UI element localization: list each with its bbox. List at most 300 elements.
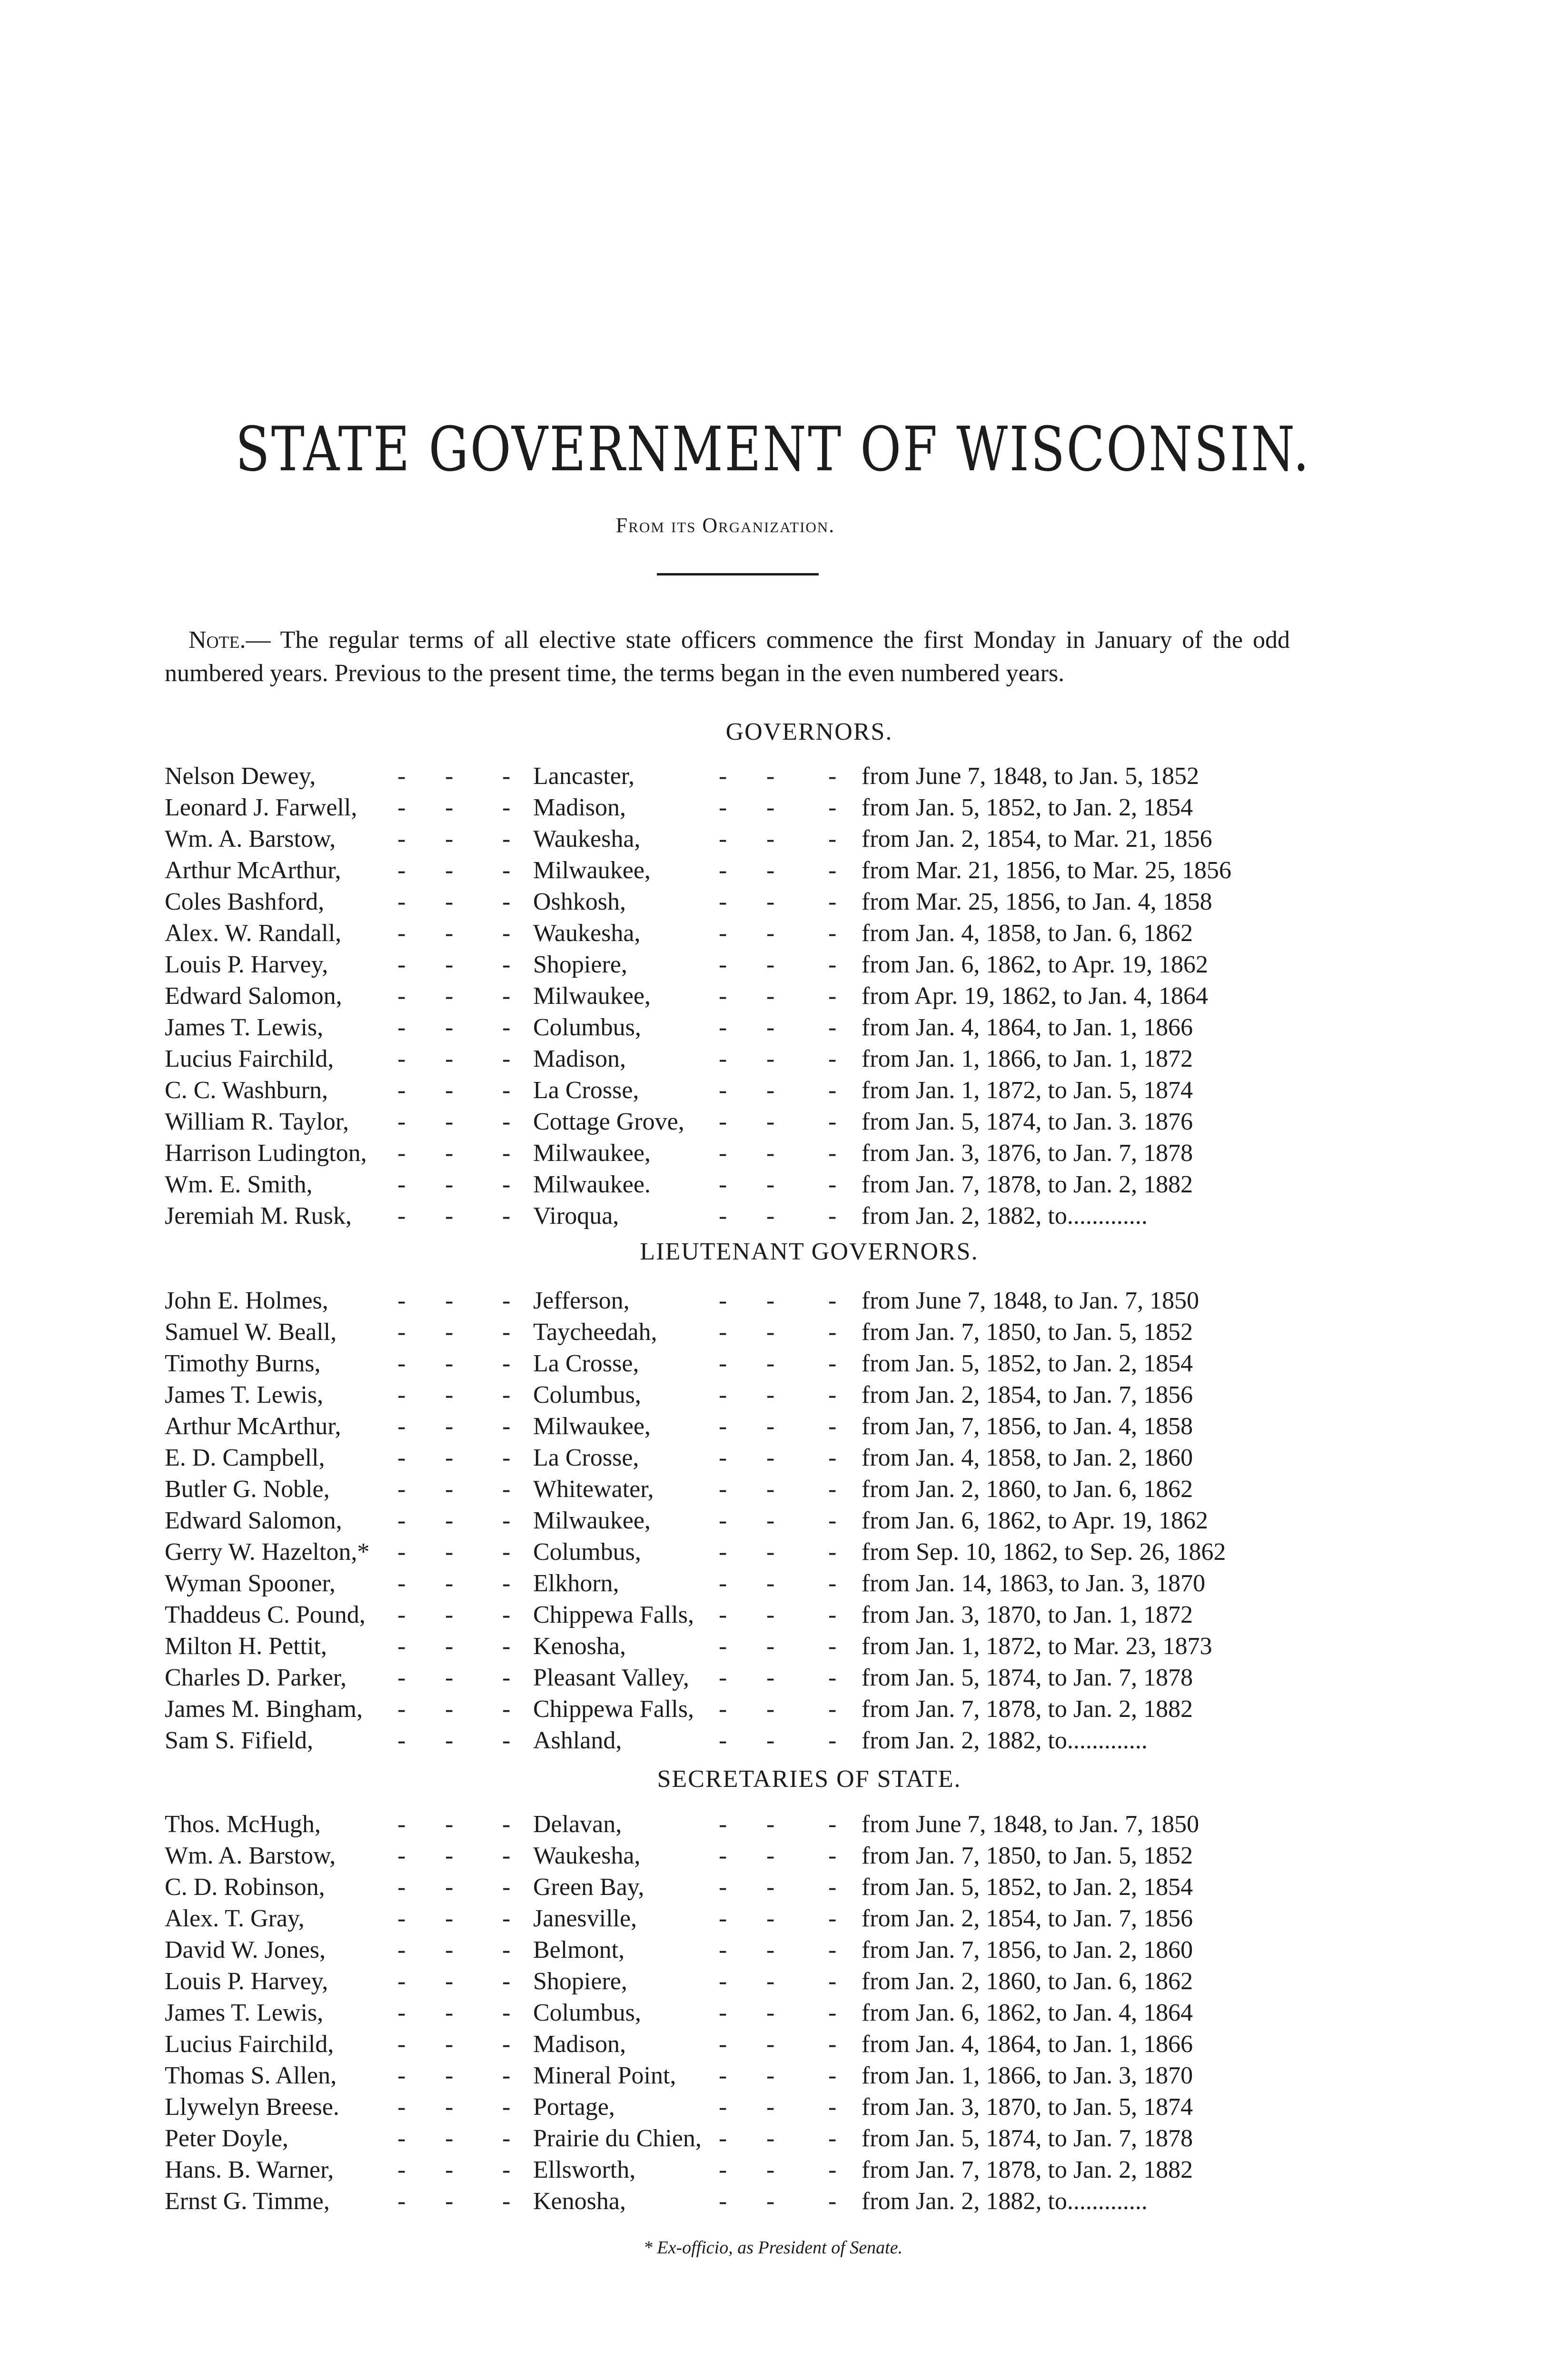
officer-row (0, 1442, 1546, 1474)
leader-dash: - (766, 1108, 775, 1135)
leader-dash: - (719, 763, 727, 790)
leader-dash: - (766, 1633, 775, 1660)
leader-dash: - (445, 1014, 454, 1041)
officer-row (0, 855, 1546, 886)
officer-term: from Jan. 4, 1858, to Jan. 2, 1860 (862, 1444, 1193, 1471)
leader-dash: - (719, 1538, 727, 1566)
leader-dash: - (397, 2125, 406, 2152)
officer-row (0, 1662, 1546, 1694)
leader-dash: - (502, 1287, 511, 1314)
leader-dash: - (445, 1108, 454, 1135)
leader-dash: - (719, 1319, 727, 1346)
officer-term: from Jan. 1, 1866, to Jan. 1, 1872 (862, 1045, 1193, 1072)
officer-row (0, 1411, 1546, 1442)
leader-dash: - (766, 1444, 775, 1471)
officer-name: Charles D. Parker, (165, 1664, 347, 1691)
leader-dash: - (445, 1287, 454, 1314)
leader-dash: - (502, 1507, 511, 1534)
officer-residence: Whitewater, (533, 1476, 654, 1503)
leader-dash: - (719, 1350, 727, 1377)
leader-dash: - (766, 1319, 775, 1346)
officer-name: James T. Lewis, (165, 1999, 324, 2026)
officer-term: from Jan. 7, 1856, to Jan. 2, 1860 (862, 1936, 1193, 1964)
leader-dash: - (719, 1968, 727, 1995)
officer-term: from Jan. 6, 1862, to Jan. 4, 1864 (862, 1999, 1193, 2026)
leader-dash: - (719, 1045, 727, 1072)
leader-dash: - (719, 1140, 727, 1167)
leader-dash: - (445, 982, 454, 1010)
leader-dash: - (445, 1999, 454, 2026)
leader-dash: - (828, 982, 837, 1010)
leader-dash: - (445, 1811, 454, 1838)
leader-dash: - (502, 1874, 511, 1901)
leader-dash: - (502, 1014, 511, 1041)
officer-term: from Jan. 4, 1864, to Jan. 1, 1866 (862, 2031, 1193, 2058)
officer-row (0, 761, 1546, 792)
leader-dash: - (502, 888, 511, 915)
leader-dash: - (397, 1968, 406, 1995)
officer-row (0, 1317, 1546, 1348)
leader-dash: - (719, 1444, 727, 1471)
leader-dash: - (766, 1045, 775, 1072)
leader-dash: - (397, 2062, 406, 2089)
leader-dash: - (502, 1664, 511, 1691)
leader-dash: - (445, 1905, 454, 1932)
officer-residence: Taycheedah, (533, 1319, 657, 1346)
leader-dash: - (828, 1664, 837, 1691)
officer-name: Edward Salomon, (165, 982, 342, 1010)
leader-dash: - (397, 1140, 406, 1167)
leader-dash: - (397, 1601, 406, 1628)
leader-dash: - (719, 1696, 727, 1723)
leader-dash: - (766, 825, 775, 853)
leader-dash: - (766, 2062, 775, 2089)
officer-row (0, 1568, 1546, 1599)
leader-dash: - (766, 1171, 775, 1198)
officer-name: Thos. McHugh, (165, 1811, 321, 1838)
officer-term: from June 7, 1848, to Jan. 7, 1850 (862, 1811, 1199, 1838)
leader-dash: - (828, 1413, 837, 1440)
officer-term: from Jan, 7, 1856, to Jan. 4, 1858 (862, 1413, 1193, 1440)
officer-name: John E. Holmes, (165, 1287, 328, 1314)
leader-dash: - (828, 857, 837, 884)
officer-term: from Jan. 1, 1866, to Jan. 3, 1870 (862, 2062, 1193, 2089)
leader-dash: - (766, 857, 775, 884)
officer-name: E. D. Campbell, (165, 1444, 325, 1471)
leader-dash: - (828, 1319, 837, 1346)
leader-dash: - (719, 1287, 727, 1314)
leader-dash: - (397, 1696, 406, 1723)
officer-term: from Jan. 5, 1852, to Jan. 2, 1854 (862, 1350, 1193, 1377)
leader-dash: - (719, 1476, 727, 1503)
leader-dash: - (502, 1045, 511, 1072)
officer-name: Arthur McArthur, (165, 857, 341, 884)
officer-residence: Milwaukee, (533, 982, 651, 1010)
officer-name: James T. Lewis, (165, 1381, 324, 1408)
officer-name: Hans. B. Warner, (165, 2156, 334, 2183)
officer-residence: Columbus, (533, 1999, 641, 2026)
leader-dash: - (828, 920, 837, 947)
leader-dash: - (397, 825, 406, 853)
leader-dash: - (766, 1842, 775, 1869)
officer-term: from Mar. 21, 1856, to Mar. 25, 1856 (862, 857, 1232, 884)
leader-dash: - (502, 920, 511, 947)
leader-dash: - (719, 2062, 727, 2089)
leader-dash: - (397, 2188, 406, 2215)
leader-dash: - (445, 1601, 454, 1628)
officer-name: Lucius Fairchild, (165, 2031, 334, 2058)
leader-dash: - (766, 1999, 775, 2026)
leader-dash: - (502, 1968, 511, 1995)
leader-dash: - (719, 857, 727, 884)
officer-row (0, 918, 1546, 949)
leader-dash: - (828, 2156, 837, 2183)
leader-dash: - (397, 794, 406, 821)
section-heading: SECRETARIES OF STATE. (657, 1765, 961, 1793)
leader-dash: - (445, 1381, 454, 1408)
leader-dash: - (445, 2093, 454, 2121)
leader-dash: - (445, 1045, 454, 1072)
leader-dash: - (502, 1601, 511, 1628)
leader-dash: - (828, 1108, 837, 1135)
leader-dash: - (719, 1202, 727, 1230)
leader-dash: - (502, 1202, 511, 1230)
leader-dash: - (502, 1381, 511, 1408)
leader-dash: - (502, 1350, 511, 1377)
leader-dash: - (719, 2125, 727, 2152)
leader-dash: - (719, 920, 727, 947)
officer-residence: Cottage Grove, (533, 1108, 684, 1135)
leader-dash: - (397, 1171, 406, 1198)
officer-name: Ernst G. Timme, (165, 2188, 330, 2215)
officer-row (0, 792, 1546, 823)
officer-row (0, 2123, 1546, 2154)
leader-dash: - (502, 2125, 511, 2152)
officer-name: Peter Doyle, (165, 2125, 288, 2152)
leader-dash: - (397, 1202, 406, 1230)
leader-dash: - (828, 888, 837, 915)
officer-row (0, 823, 1546, 855)
leader-dash: - (719, 1413, 727, 1440)
leader-dash: - (719, 2093, 727, 2121)
leader-dash: - (828, 825, 837, 853)
leader-dash: - (719, 1601, 727, 1628)
leader-dash: - (502, 857, 511, 884)
leader-dash: - (502, 1319, 511, 1346)
officer-residence: Lancaster, (533, 763, 635, 790)
leader-dash: - (719, 1874, 727, 1901)
leader-dash: - (397, 2093, 406, 2121)
leader-dash: - (502, 2156, 511, 2183)
officer-term: from Jan. 1, 1872, to Jan. 5, 1874 (862, 1077, 1193, 1104)
officer-term: from Jan. 7, 1850, to Jan. 5, 1852 (862, 1319, 1193, 1346)
leader-dash: - (397, 888, 406, 915)
section-heading: LIEUTENANT GOVERNORS. (640, 1238, 979, 1265)
officer-name: David W. Jones, (165, 1936, 326, 1964)
leader-dash: - (397, 1350, 406, 1377)
leader-dash: - (397, 1936, 406, 1964)
leader-dash: - (397, 1444, 406, 1471)
officer-residence: Janesville, (533, 1905, 637, 1932)
leader-dash: - (502, 951, 511, 978)
leader-dash: - (766, 1140, 775, 1167)
leader-dash: - (828, 1601, 837, 1628)
officer-name: Thomas S. Allen, (165, 2062, 337, 2089)
officer-residence: Waukesha, (533, 825, 641, 853)
leader-dash: - (397, 1811, 406, 1838)
leader-dash: - (502, 763, 511, 790)
leader-dash: - (445, 1171, 454, 1198)
officer-row (0, 1200, 1546, 1232)
leader-dash: - (719, 1811, 727, 1838)
officer-residence: La Crosse, (533, 1444, 639, 1471)
leader-dash: - (766, 1507, 775, 1534)
leader-dash: - (719, 982, 727, 1010)
officer-term: from Jan. 2, 1854, to Mar. 21, 1856 (862, 825, 1212, 853)
officer-residence: Madison, (533, 794, 626, 821)
officer-term: from Jan. 2, 1882, to............. (862, 2188, 1148, 2215)
officer-residence: Delavan, (533, 1811, 622, 1838)
leader-dash: - (445, 1444, 454, 1471)
leader-dash: - (502, 1905, 511, 1932)
leader-dash: - (445, 1140, 454, 1167)
leader-dash: - (719, 888, 727, 915)
leader-dash: - (397, 1842, 406, 1869)
officer-row (0, 2092, 1546, 2123)
officer-name: Arthur McArthur, (165, 1413, 341, 1440)
leader-dash: - (828, 1171, 837, 1198)
officer-term: from June 7, 1848, to Jan. 5, 1852 (862, 763, 1199, 790)
officer-name: Edward Salomon, (165, 1507, 342, 1534)
leader-dash: - (828, 763, 837, 790)
leader-dash: - (397, 857, 406, 884)
officer-name: Butler G. Noble, (165, 1476, 330, 1503)
leader-dash: - (828, 1633, 837, 1660)
leader-dash: - (502, 2188, 511, 2215)
leader-dash: - (397, 1727, 406, 1754)
leader-dash: - (397, 1476, 406, 1503)
leader-dash: - (397, 1381, 406, 1408)
officer-term: from Jan. 4, 1864, to Jan. 1, 1866 (862, 1014, 1193, 1041)
officer-name: Alex. W. Randall, (165, 920, 342, 947)
leader-dash: - (828, 1570, 837, 1597)
page-subtitle: From its Organization. (615, 514, 835, 537)
leader-dash: - (828, 1140, 837, 1167)
officer-row (0, 886, 1546, 918)
leader-dash: - (445, 825, 454, 853)
leader-dash: - (397, 1108, 406, 1135)
leader-dash: - (828, 1287, 837, 1314)
officer-row (0, 1537, 1546, 1568)
leader-dash: - (766, 1287, 775, 1314)
officer-term: from Jan. 2, 1854, to Jan. 7, 1856 (862, 1905, 1193, 1932)
officer-residence: Shopiere, (533, 951, 627, 978)
leader-dash: - (502, 1633, 511, 1660)
officer-name: Sam S. Fifield, (165, 1727, 314, 1754)
note-lead: Note. (188, 626, 246, 654)
officer-residence: Milwaukee, (533, 857, 651, 884)
leader-dash: - (766, 1570, 775, 1597)
officer-name: C. D. Robinson, (165, 1874, 325, 1901)
leader-dash: - (766, 1413, 775, 1440)
leader-dash: - (719, 1507, 727, 1534)
officer-name: Leonard J. Farwell, (165, 794, 357, 821)
leader-dash: - (445, 920, 454, 947)
leader-dash: - (445, 1570, 454, 1597)
leader-dash: - (828, 1014, 837, 1041)
leader-dash: - (445, 2125, 454, 2152)
leader-dash: - (766, 1202, 775, 1230)
officer-row (0, 1379, 1546, 1411)
leader-dash: - (445, 1319, 454, 1346)
officer-name: Coles Bashford, (165, 888, 325, 915)
officer-term: from Jan. 3, 1870, to Jan. 5, 1874 (862, 2093, 1193, 2121)
leader-dash: - (766, 1696, 775, 1723)
officer-name: Wm. A. Barstow, (165, 825, 336, 853)
officer-name: William R. Taylor, (165, 1108, 349, 1135)
leader-dash: - (719, 2031, 727, 2058)
officer-row (0, 1997, 1546, 2029)
officer-row (0, 1075, 1546, 1106)
officer-term: from Mar. 25, 1856, to Jan. 4, 1858 (862, 888, 1212, 915)
leader-dash: - (766, 1350, 775, 1377)
officer-term: from Jan. 3, 1876, to Jan. 7, 1878 (862, 1140, 1193, 1167)
leader-dash: - (445, 1696, 454, 1723)
officer-row (0, 2060, 1546, 2092)
leader-dash: - (719, 1905, 727, 1932)
leader-dash: - (828, 1936, 837, 1964)
leader-dash: - (828, 1476, 837, 1503)
leader-dash: - (828, 1507, 837, 1534)
officer-term: from Apr. 19, 1862, to Jan. 4, 1864 (862, 982, 1208, 1010)
leader-dash: - (766, 1968, 775, 1995)
officer-residence: Elkhorn, (533, 1570, 619, 1597)
leader-dash: - (397, 982, 406, 1010)
leader-dash: - (766, 1538, 775, 1566)
leader-dash: - (502, 1140, 511, 1167)
leader-dash: - (828, 1842, 837, 1869)
leader-dash: - (397, 1570, 406, 1597)
officer-residence: Milwaukee, (533, 1507, 651, 1534)
leader-dash: - (766, 1077, 775, 1104)
leader-dash: - (445, 1476, 454, 1503)
leader-dash: - (445, 857, 454, 884)
leader-dash: - (445, 1727, 454, 1754)
leader-dash: - (502, 1077, 511, 1104)
footnote: * Ex-officio, as President of Senate. (643, 2238, 903, 2258)
leader-dash: - (502, 794, 511, 821)
leader-dash: - (828, 1905, 837, 1932)
officer-row (0, 1043, 1546, 1075)
officer-name: C. C. Washburn, (165, 1077, 328, 1104)
leader-dash: - (397, 920, 406, 947)
leader-dash: - (397, 1045, 406, 1072)
leader-dash: - (397, 1633, 406, 1660)
leader-dash: - (397, 1014, 406, 1041)
leader-dash: - (502, 1696, 511, 1723)
officer-name: Gerry W. Hazelton,* (165, 1538, 370, 1566)
officer-row (0, 1599, 1546, 1631)
leader-dash: - (445, 2062, 454, 2089)
leader-dash: - (502, 982, 511, 1010)
leader-dash: - (828, 1444, 837, 1471)
officer-term: from Jan. 7, 1878, to Jan. 2, 1882 (862, 1696, 1193, 1723)
leader-dash: - (828, 794, 837, 821)
officer-residence: Portage, (533, 2093, 615, 2121)
officer-row (0, 2186, 1546, 2217)
leader-dash: - (828, 1538, 837, 1566)
leader-dash: - (397, 1287, 406, 1314)
leader-dash: - (766, 1811, 775, 1838)
leader-dash: - (719, 1108, 727, 1135)
officer-residence: Green Bay, (533, 1874, 644, 1901)
leader-dash: - (828, 2093, 837, 2121)
officer-residence: Columbus, (533, 1014, 641, 1041)
leader-dash: - (502, 1538, 511, 1566)
leader-dash: - (502, 2031, 511, 2058)
leader-dash: - (766, 1664, 775, 1691)
leader-dash: - (502, 1570, 511, 1597)
leader-dash: - (766, 1905, 775, 1932)
officer-term: from Jan. 4, 1858, to Jan. 6, 1862 (862, 920, 1193, 947)
officer-residence: Waukesha, (533, 920, 641, 947)
leader-dash: - (397, 1319, 406, 1346)
officer-term: from June 7, 1848, to Jan. 7, 1850 (862, 1287, 1199, 1314)
officer-residence: Mineral Point, (533, 2062, 676, 2089)
leader-dash: - (719, 1171, 727, 1198)
officer-term: from Jan. 2, 1882, to............. (862, 1727, 1148, 1754)
leader-dash: - (719, 1842, 727, 1869)
leader-dash: - (719, 1633, 727, 1660)
leader-dash: - (719, 951, 727, 978)
officer-residence: Belmont, (533, 1936, 625, 1964)
officer-residence: Madison, (533, 2031, 626, 2058)
officer-name: Llywelyn Breese. (165, 2093, 339, 2121)
officer-residence: La Crosse, (533, 1077, 639, 1104)
officer-residence: Kenosha, (533, 1633, 626, 1660)
leader-dash: - (445, 1202, 454, 1230)
officer-term: from Jan. 2, 1860, to Jan. 6, 1862 (862, 1476, 1193, 1503)
leader-dash: - (719, 794, 727, 821)
leader-dash: - (502, 1999, 511, 2026)
officer-term: from Jan. 7, 1878, to Jan. 2, 1882 (862, 1171, 1193, 1198)
officer-residence: Viroqua, (533, 1202, 619, 1230)
leader-dash: - (502, 1476, 511, 1503)
leader-dash: - (766, 1601, 775, 1628)
leader-dash: - (766, 982, 775, 1010)
leader-dash: - (828, 1874, 837, 1901)
leader-dash: - (502, 2062, 511, 2089)
leader-dash: - (502, 1413, 511, 1440)
officer-term: from Jan. 5, 1852, to Jan. 2, 1854 (862, 794, 1193, 821)
leader-dash: - (828, 2031, 837, 2058)
officer-row (0, 1348, 1546, 1379)
officer-term: from Jan. 7, 1850, to Jan. 5, 1852 (862, 1842, 1193, 1869)
officer-row (0, 1169, 1546, 1200)
leader-dash: - (397, 1413, 406, 1440)
leader-dash: - (397, 1874, 406, 1901)
officer-term: from Jan. 2, 1854, to Jan. 7, 1856 (862, 1381, 1193, 1408)
leader-dash: - (502, 1108, 511, 1135)
leader-dash: - (445, 794, 454, 821)
leader-dash: - (766, 794, 775, 821)
officer-name: James T. Lewis, (165, 1014, 324, 1041)
leader-dash: - (828, 1045, 837, 1072)
officer-name: Lucius Fairchild, (165, 1045, 334, 1072)
leader-dash: - (719, 825, 727, 853)
leader-dash: - (397, 1999, 406, 2026)
officer-name: Timothy Burns, (165, 1350, 321, 1377)
